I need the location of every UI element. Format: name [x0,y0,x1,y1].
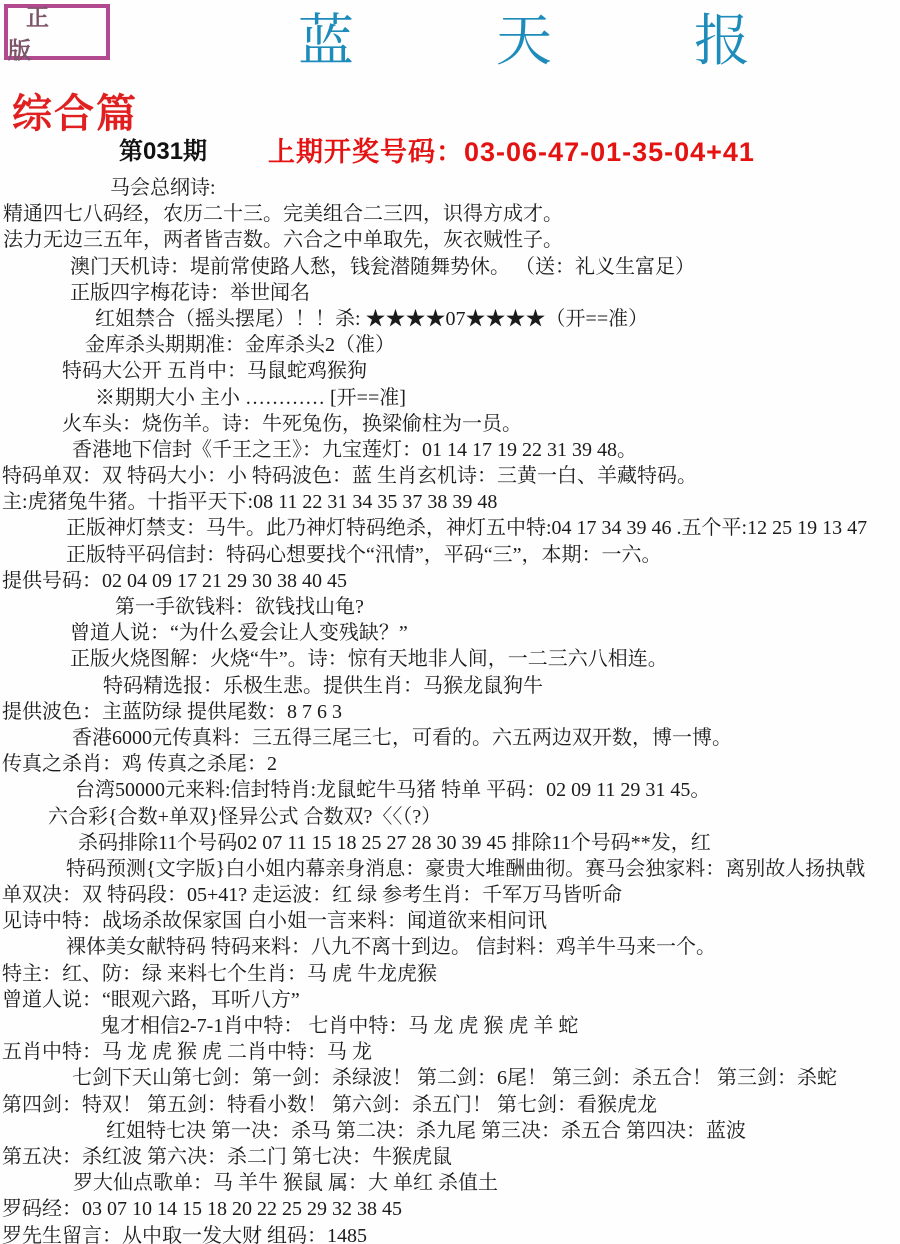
text-line: 第五决：杀红波 第六决：杀二门 第七决：牛猴虎鼠 [2,1145,452,1168]
text-line: 第四剑：特双！ 第五剑：特看小数！ 第六剑：杀五门！ 第七剑：看猴虎龙 [2,1093,657,1116]
text-line: 罗先生留言：从中取一发大财 组码：1485 [2,1224,367,1244]
text-line: 罗大仙点歌单：马 羊牛 猴鼠 属：大 单红 杀值土 [73,1172,498,1195]
text-line: 正版神灯禁支：马牛。此乃神灯特码绝杀，神灯五中特:04 17 34 39 46 .五个平:12 25 19 13 47 [66,517,868,540]
authenticity-badge: 正 版 [4,4,110,60]
content-lines [0,175,900,1244]
newspaper-title: 蓝 天 报 [298,11,814,73]
text-line: 正版火烧图解：火烧“牛”。诗：惊有天地非人间，一二三六八相连。 [70,648,668,671]
text-line: 精通四七八码经，农历二十三。完美组合二三四，识得方成才。 [3,203,563,226]
text-line: 特码精选报：乐极生悲。提供生肖：马猴龙鼠狗牛 [103,674,543,697]
text-line: 鬼才相信2-7-1肖中特： 七肖中特：马 龙 虎 猴 虎 羊 蛇 [100,1015,579,1037]
last-draw-result: 上期开奖号码：03-06-47-01-35-04+41 [268,137,755,167]
text-line: 金库杀头期期准：金库杀头2（准） [85,334,395,357]
text-line: 六合彩{合数+单双}怪异公式 合数双?〈〈（?） [48,805,442,828]
text-line: 特码单双：双 特码大小：小 特码波色：蓝 生肖玄机诗：三黄一白、羊藏特码。 [2,465,697,488]
section-title: 综合篇 [12,91,138,136]
text-line: 红姐特七决 第一决：杀马 第二决：杀九尾 第三决：杀五合 第四决：蓝波 [106,1119,746,1142]
text-line: 特码预测{文字版}白小姐内幕亲身消息：豪贵大堆酬曲彻。赛马会独家料：离别故人扬执戟 [66,857,866,880]
text-line: ※期期大小 主小 ………… [开==准] [95,386,406,409]
text-line: 主:虎猪兔牛猪。十指平天下:08 11 22 31 34 35 37 38 39 48 [2,491,498,514]
issue-number: 第031期 [119,138,208,165]
text-line: 提供波色：主蓝防绿 提供尾数：8 7 6 3 [2,700,342,723]
text-line: 七剑下天山第七剑：第一剑：杀绿波！ 第二剑：6尾！ 第三剑：杀五合！ 第三剑：杀蛇 [72,1067,837,1090]
text-line: 五肖中特：马 龙 虎 猴 虎 二肖中特：马 龙 [2,1041,372,1064]
text-line: 火车头：烧伤羊。诗：牛死兔伤，换梁偷柱为一员。 [62,412,522,435]
text-line: 特主：红、防：绿 来料七个生肖：马 虎 牛龙虎猴 [2,962,437,985]
text-line: 香港6000元传真料：三五得三尾三七，可看的。六五两边双开数，博一博。 [72,726,732,749]
text-line: 提供号码：02 04 09 17 21 29 30 38 40 45 [2,569,347,592]
text-line: 澳门天机诗：堤前常使路人愁，钱瓮潜随舞势休。 （送：礼义生富足） [70,255,695,278]
text-line: 台湾50000元来料:信封特肖:龙鼠蛇牛马猪 特单 平码：02 09 11 29 31 45。 [75,779,711,802]
text-line: 香港地下信封《千王之王》：九宝莲灯：01 14 17 19 22 31 39 48。 [72,438,637,461]
text-line: 曾道人说：“为什么爱会让人变残缺？” [70,622,408,645]
text-line: 单双决：双 特码段：05+41? 走运波：红 绿 参考生肖：千军万马皆听命 [2,884,623,907]
text-line: 第一手欲钱料：欲钱找山龟? [115,596,364,618]
text-line: 曾道人说：“眼观六路，耳听八方” [2,988,300,1011]
text-line: 马会总纲诗: [110,177,216,199]
text-line: 正版特平码信封：特码心想要找个“汛情”，平码“三”，本期：一六。 [66,543,662,566]
text-line: 见诗中特：战场杀故保家国 白小姐一言来料：闻道欲来相问讯 [2,910,547,933]
text-line: 特码大公开 五肖中：马鼠蛇鸡猴狗 [62,360,367,383]
text-line: 法力无边三五年，两者皆吉数。六合之中单取先，灰衣贼性子。 [3,229,563,252]
text-line: 杀码排除11个号码02 07 11 15 18 25 27 28 30 39 45 排除11个号码**发，红 [78,831,711,854]
text-line: 红姐禁合（摇头摆尾）！！杀: ★★★★07★★★★（开==准） [95,307,649,330]
text-line: 裸体美女献特码 特码来料：八九不离十到边。 信封料：鸡羊牛马来一个。 [66,936,716,959]
text-line: 传真之杀肖：鸡 传真之杀尾：2 [2,753,277,776]
text-line: 正版四字梅花诗：举世闻名 [70,281,310,304]
text-line: 罗码经：03 07 10 14 15 18 20 22 25 29 32 38 45 [2,1198,402,1221]
